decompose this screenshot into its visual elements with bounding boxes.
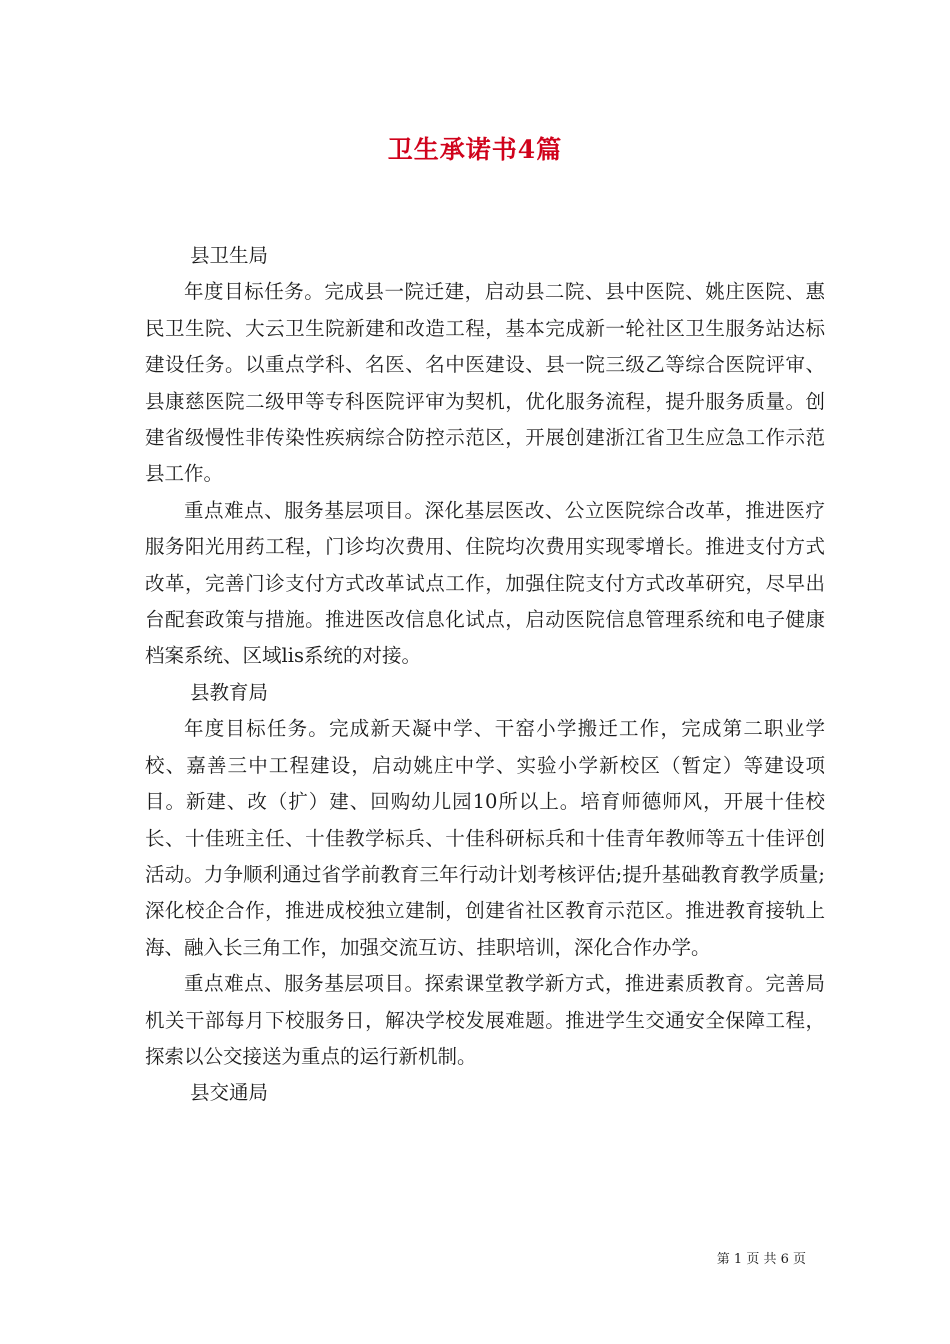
document-body: [145, 238, 825, 1112]
paragraph: 重点难点、服务基层项目。深化基层医改、公立医院综合改革，推进医疗服务阳光用药工程，门诊均次费用、住院均次费用实现零增长。推进支付方式改革，完善门诊支付方式改革试点工作，加强住院支付方式改革研究，尽早出台配套政策与措施。推进医改信息化试点，启动医院信息管理系统和电子健康档案系统、区域lis系统的对接。: [145, 498, 825, 668]
section-heading-education-bureau: 县教育局: [190, 680, 269, 704]
paragraph: 重点难点、服务基层项目。探索课堂教学新方式，推进素质教育。完善局机关干部每月下校服务日，解决学校发展难题。推进学生交通安全保障工程，探索以公交接送为重点的运行新机制。: [145, 972, 825, 1068]
page-number: 第 1 页 共 6 页: [716, 1252, 806, 1267]
section-heading-health-bureau: 县卫生局: [190, 244, 269, 267]
paragraph: 年度目标任务。完成新天凝中学、干窑小学搬迁工作，完成第二职业学校、嘉善三中工程建设，启动姚庄中学、实验小学新校区（暂定）等建设项目。新建、改（扩）建、回购幼儿园10所以上。培育师德师风，开展十佳校长、十佳班主任、十佳教学标兵、十佳科研标兵和十佳青年教师等五十佳评创活动。力争顺利通过省学前教育三年行动计划考核评估;提升基础教育教学质量;深化校企合作，推进成校独立建制，创建省社区教育示范区。推进教育接轨上海、融入长三角工作，加强交流互访、挂职培训，深化合作办学。: [145, 717, 825, 959]
page-title: 卫生承诺书4篇: [387, 135, 563, 164]
section-heading-transport-bureau: 县交通局: [190, 1081, 269, 1105]
paragraph: 年度目标任务。完成县一院迁建，启动县二院、县中医院、姚庄医院、惠民卫生院、大云卫生院新建和改造工程，基本完成新一轮社区卫生服务站达标建设任务。以重点学科、名医、名中医建设、县一院三级乙等综合医院评审、县康慈医院二级甲等专科医院评审为契机，优化服务流程，提升服务质量。创建省级慢性非传染性疾病综合防控示范区，开展创建浙江省卫生应急工作示范县工作。: [145, 280, 825, 486]
